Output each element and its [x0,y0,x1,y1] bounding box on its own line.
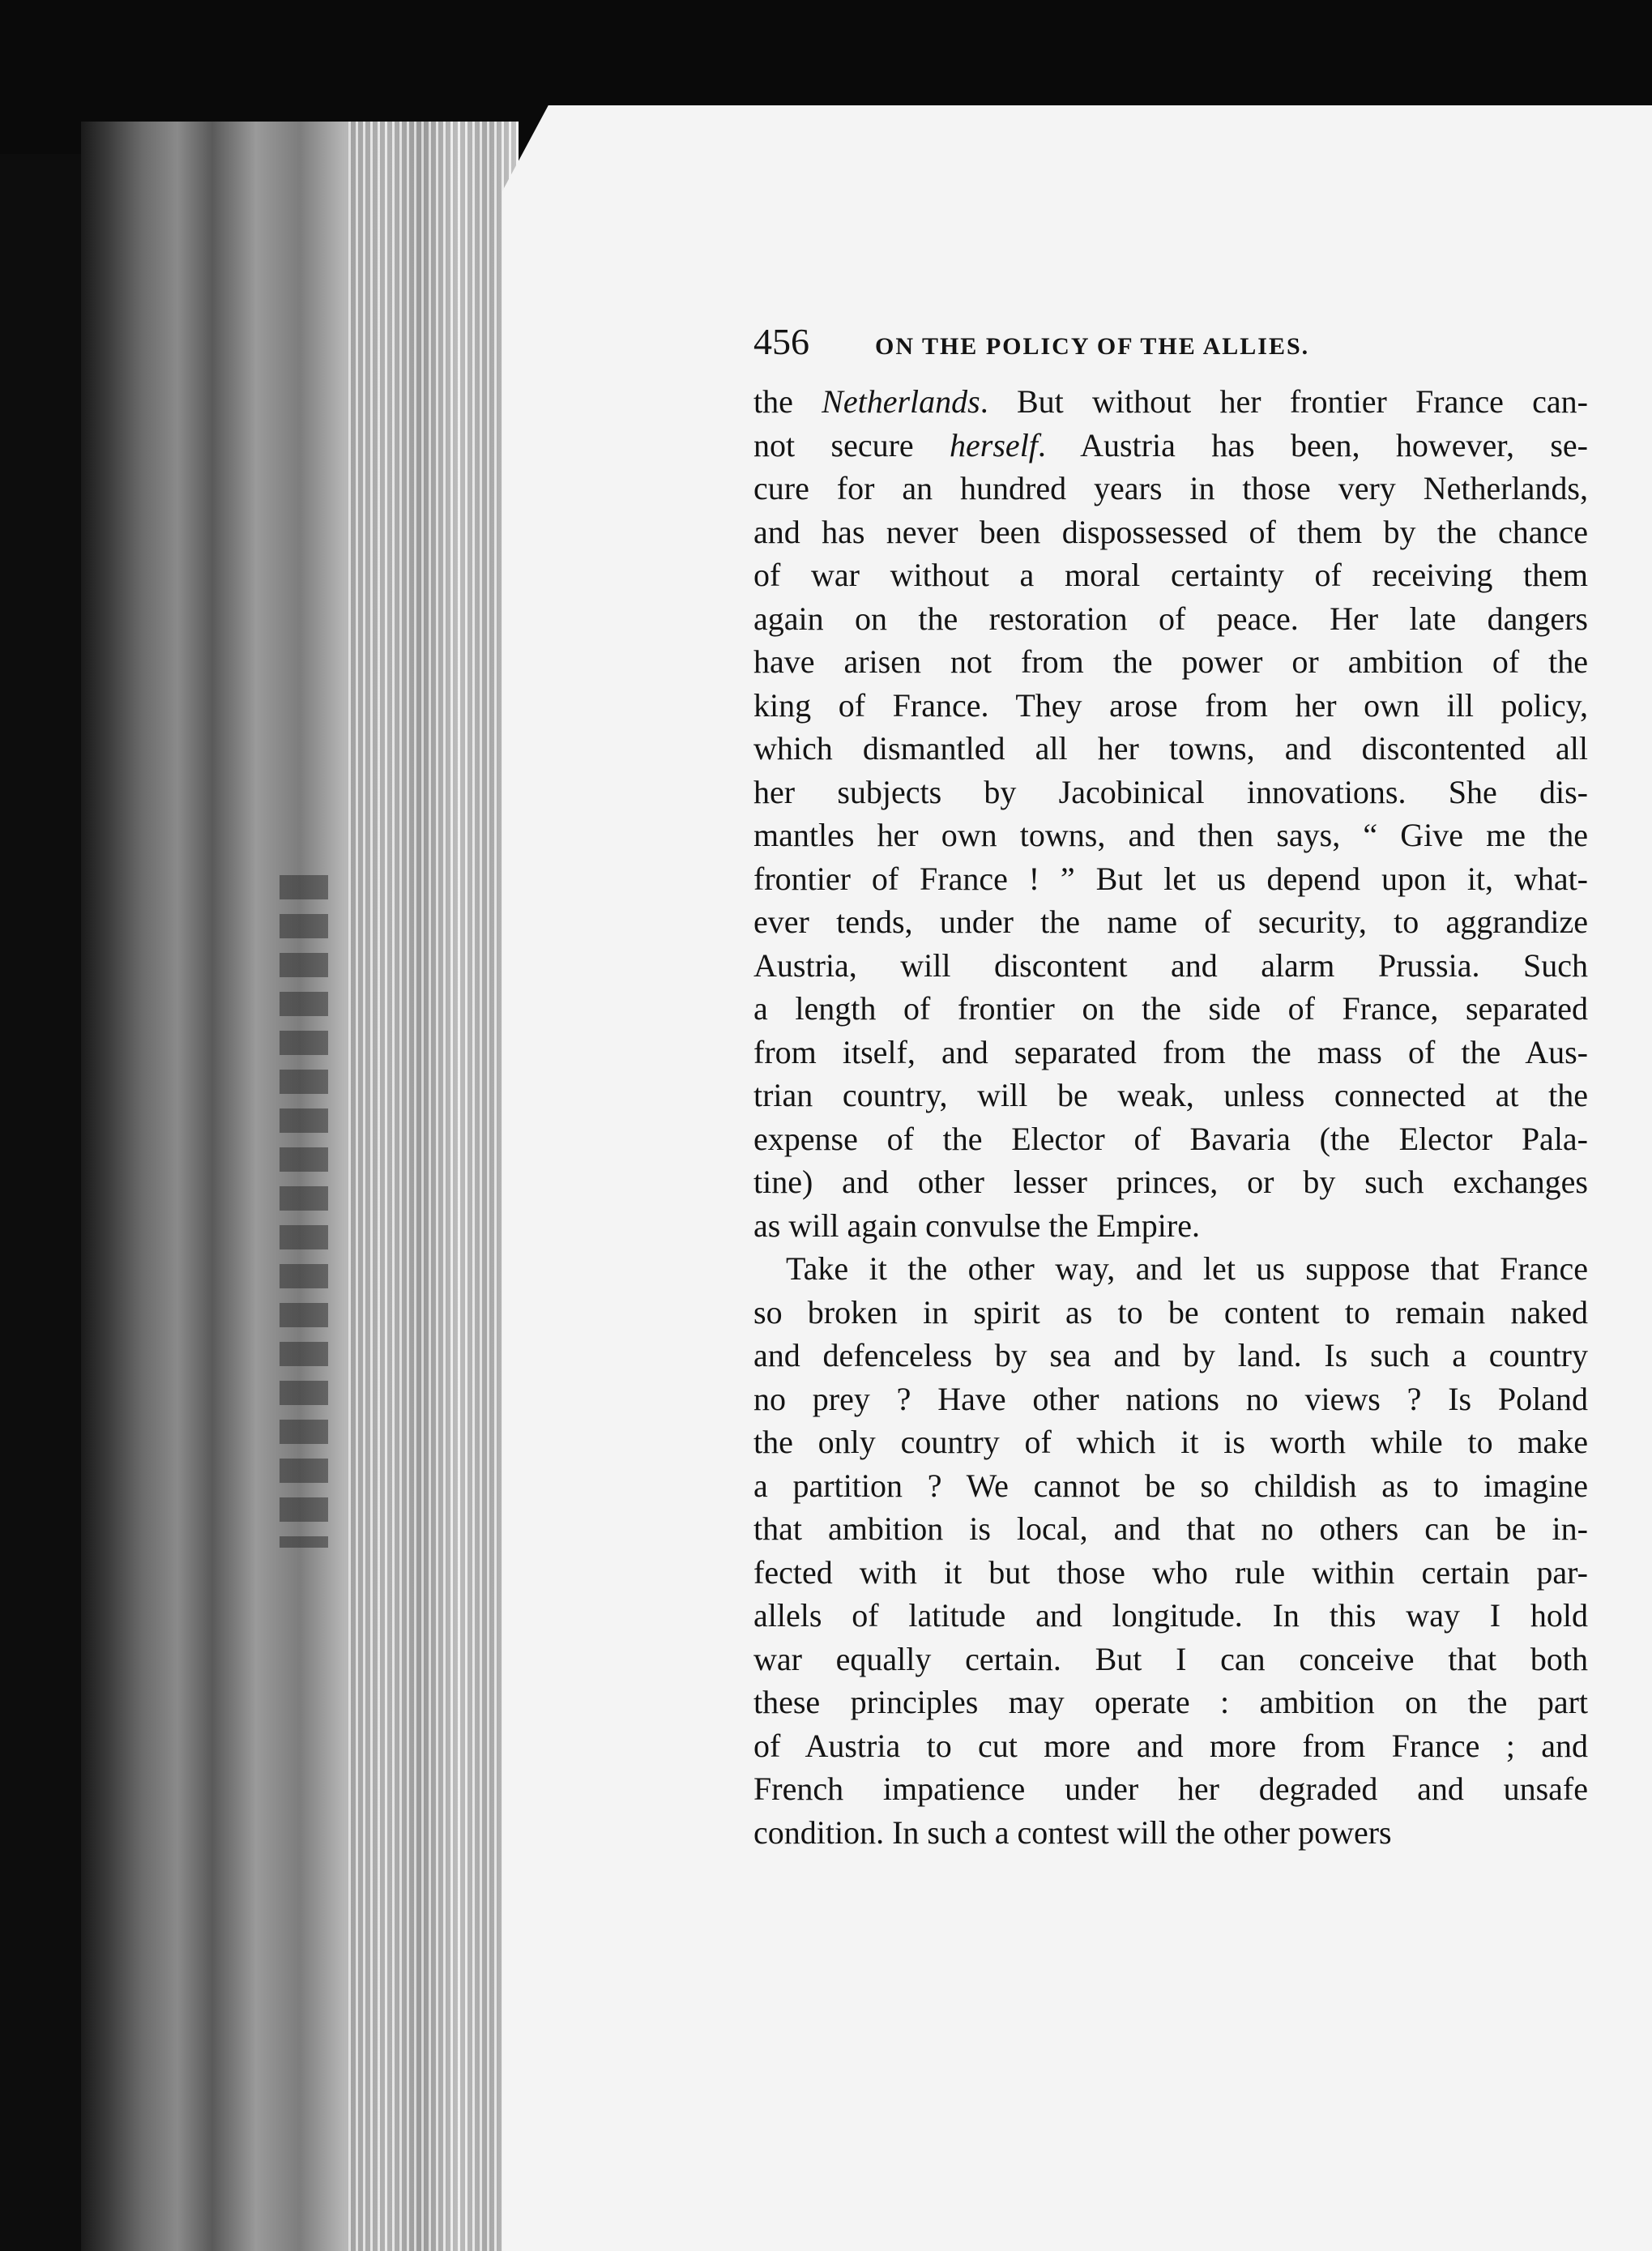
text-line: fected with it but those who rule within certain par- [753,1553,1588,1591]
spine-stamp-mark [280,875,328,1548]
running-title: ON THE POLICY OF THE ALLIES. [875,333,1310,360]
text-line: a length of frontier on the side of France, separated [753,990,1588,1027]
text-line: condition. In such a contest will the other powers [753,1813,1392,1851]
text-line: ever tends, under the name of security, to aggrandize [753,903,1588,940]
text-line: not secure herself. Austria has been, however, se- [753,426,1588,463]
text-line: frontier of France ! ” But let us depend upon it, what- [753,860,1588,897]
text-line: from itself, and separated from the mass of the Aus- [753,1033,1588,1070]
page-number: 456 [753,321,809,362]
text-line: allels of latitude and longitude. In this way I hold [753,1597,1588,1634]
page-edge-stripes [348,122,519,2251]
running-head [753,320,1588,369]
text-line: these principles may operate : ambition on the part [753,1684,1588,1720]
text-line: a partition ? We cannot be so childish as to imagine [753,1467,1588,1504]
body-text [753,380,1588,1854]
text-line: king of France. They arose from her own ill policy, [753,686,1588,724]
text-line: trian country, will be weak, unless connected at the [753,1077,1588,1113]
text-line: have arisen not from the power or ambition of the [753,643,1588,680]
text-line: French impatience under her degraded and unsafe [753,1770,1588,1807]
text-line: Austria, will discontent and alarm Prussia. Such [753,946,1588,984]
text-line: of Austria to cut more and more from France ; and [753,1727,1588,1764]
text-line: as will again convulse the Empire. [753,1207,1200,1244]
italic-word: Netherlands [822,383,980,420]
text-line: that ambition is local, and that no others can be in- [753,1510,1588,1547]
text-line: her subjects by Jacobinical innovations. She dis- [753,773,1588,810]
text-line: the Netherlands. But without her frontier France can- [753,383,1588,420]
italic-word: herself [950,426,1038,463]
text-line: and defenceless by sea and by land. Is such a country [753,1337,1588,1373]
text-line: war equally certain. But I can conceive that both [753,1640,1588,1677]
text-line: tine) and other lesser princes, or by such exchanges [753,1164,1588,1200]
text-line: again on the restoration of peace. Her late dangers [753,600,1588,637]
text-line: so broken in spirit as to be content to remain naked [753,1293,1588,1331]
text-line: mantles her own towns, and then says, “ Give me the [753,817,1588,853]
text-line: expense of the Elector of Bavaria (the Elector Pala- [753,1120,1588,1157]
paragraph [753,1247,1588,1854]
page-text-block [753,320,1588,1854]
text-line: no prey ? Have other nations no views ? Is Poland [753,1380,1588,1417]
text-line: of war without a moral certainty of receiving them [753,557,1588,593]
text-line: and has never been dispossessed of them by the chance [753,513,1588,550]
text-line: Take it the other way, and let us suppose that France [786,1250,1588,1287]
paragraph [753,380,1588,1247]
text-line: the only country of which it is worth while to make [753,1424,1588,1460]
text-line: cure for an hundred years in those very Netherlands, [753,470,1588,506]
text-line: which dismantled all her towns, and discontented all [753,730,1588,767]
